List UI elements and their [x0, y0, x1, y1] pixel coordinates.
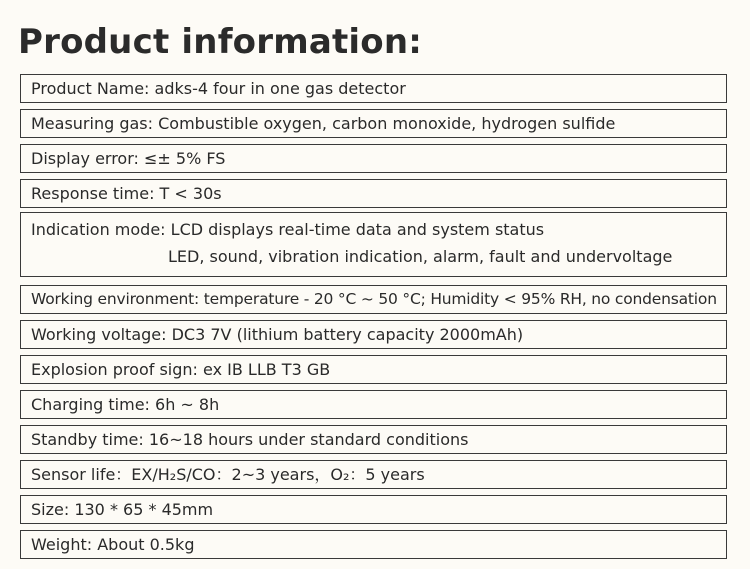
spec-row-display-error: [20, 144, 727, 173]
spec-row-measuring-gas: [20, 109, 727, 138]
spec-text-continued: LED, sound, vibration indication, alarm, fault and undervoltage: [168, 247, 673, 266]
spec-text: Sensor life：EX/H₂S/CO：2~3 years，O₂：5 years: [31, 465, 425, 484]
spec-row-working-voltage: [20, 320, 727, 349]
page-title: Product information:: [18, 22, 423, 62]
spec-text: Weight: About 0.5kg: [31, 535, 195, 554]
spec-text: Display error: ≤± 5% FS: [31, 149, 226, 168]
spec-row-weight: [20, 530, 727, 559]
spec-text: Indication mode: LCD displays real-time data and system status: [31, 220, 545, 239]
spec-row-size: [20, 495, 727, 524]
spec-row-response-time: [20, 179, 727, 208]
spec-row-product-name: [20, 74, 727, 103]
spec-row-standby-time: [20, 425, 727, 454]
spec-row-explosion-proof: [20, 355, 727, 384]
spec-row-indication-mode: [20, 212, 727, 277]
spec-text: Standby time: 16~18 hours under standard conditions: [31, 430, 469, 449]
spec-text: Charging time: 6h ~ 8h: [31, 395, 220, 414]
spec-row-charging-time: [20, 390, 727, 419]
spec-text: Response time: T < 30s: [31, 184, 222, 203]
spec-text: Size: 130 * 65 * 45mm: [31, 500, 214, 519]
spec-text: Explosion proof sign: ex IB LLB T3 GB: [31, 360, 331, 379]
spec-text: Measuring gas: Combustible oxygen, carbon monoxide, hydrogen sulfide: [31, 114, 616, 133]
spec-text: Product Name: adks-4 four in one gas detector: [31, 79, 406, 98]
spec-text: Working voltage: DC3 7V (lithium battery capacity 2000mAh): [31, 325, 524, 344]
spec-row-working-environment: [20, 285, 727, 314]
spec-row-sensor-life: [20, 460, 727, 489]
spec-text: Working environment: temperature - 20 °C ~ 50 °C; Humidity < 95% RH, no condensation: [31, 290, 717, 308]
